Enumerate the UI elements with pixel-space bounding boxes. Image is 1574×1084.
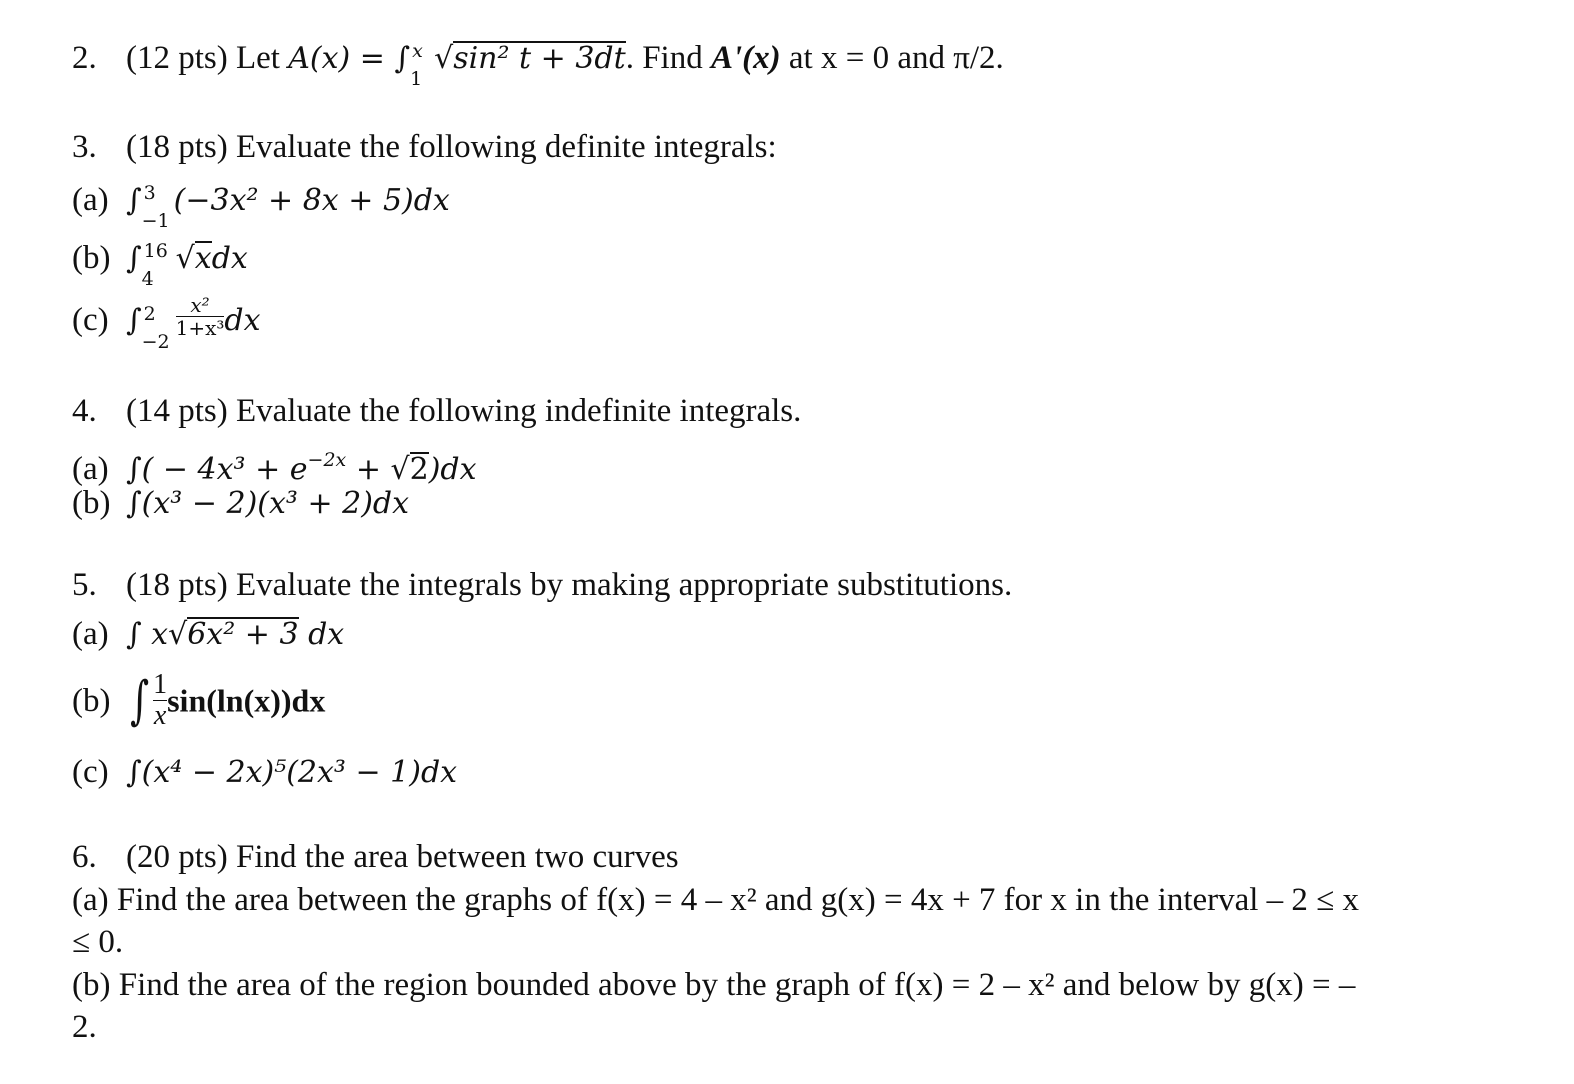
integral-limits <box>141 240 176 291</box>
problem-5c <box>72 752 457 793</box>
part-label: (a) <box>72 616 109 652</box>
integral-sign: ∫ <box>394 41 411 76</box>
fraction <box>153 670 167 731</box>
lower-limit: 1 <box>410 68 423 91</box>
sqrt-sign: √ <box>175 241 195 276</box>
lower-limit: −2 <box>141 330 170 353</box>
part-label: (b) <box>72 485 111 521</box>
problem-4-title: (14 pts) Evaluate the following indefinite integrals. <box>126 393 802 429</box>
problem-4b <box>72 483 409 524</box>
integral-sign: ∫ <box>126 183 142 218</box>
part-label: (b) <box>72 240 111 276</box>
fraction <box>176 294 225 339</box>
sqrt-sign: √ <box>390 452 410 487</box>
integral-sign: ∫ <box>126 303 142 339</box>
part-label: (c) <box>72 302 109 339</box>
integral-sign: ∫ <box>126 241 142 276</box>
problem-6b-line2: 2. <box>72 1009 97 1045</box>
numerator: 1 <box>153 669 168 700</box>
upper-limit: x <box>412 40 423 63</box>
integral-sign: ∫ <box>130 670 150 731</box>
part-label: (c) <box>72 754 109 790</box>
radicand: x <box>194 241 212 276</box>
lower-limit: 4 <box>141 268 154 291</box>
problem-number: 3. <box>72 129 97 165</box>
integral-limits <box>141 182 170 233</box>
denominator: 1+x³ <box>175 316 225 340</box>
problem-5-header <box>72 565 1012 605</box>
upper-limit: 2 <box>143 302 156 325</box>
lower-limit: −1 <box>141 210 170 233</box>
radicand: 6x² + 3 <box>187 617 299 652</box>
problem-6a-line2: ≤ 0. <box>72 924 124 960</box>
sqrt-sign: √ <box>434 41 454 76</box>
problem-3b <box>72 238 248 291</box>
integrand-start: ∫( − 4x³ + e <box>126 452 308 487</box>
problem-6a-line1: (a) Find the area between the graphs of f(x) = 4 – x² and g(x) = 4x + 7 for x in the interval – 2 ≤ x <box>72 882 1360 918</box>
problem-number: 4. <box>72 393 97 429</box>
problem-number: 5. <box>72 567 97 603</box>
problem-5a <box>72 614 344 655</box>
problem-number: 2. <box>72 40 97 76</box>
problem-6-title: (20 pts) Find the area between two curves <box>126 839 679 875</box>
upper-limit: 16 <box>143 240 168 263</box>
denominator: x <box>153 700 167 731</box>
problem-5b <box>72 670 325 746</box>
differential: )dx <box>428 452 477 487</box>
a-of-x: A(x) = <box>288 41 395 76</box>
problem-number: 6. <box>72 839 97 875</box>
problem-2-suffix: at x = 0 and π/2. <box>780 40 1004 76</box>
problem-4-header <box>72 391 801 431</box>
problem-2-prefix: (12 pts) Let <box>126 40 289 76</box>
sqrt-sign: √ <box>168 617 188 652</box>
problem-3a <box>72 180 450 233</box>
radicand: 2 <box>409 452 429 487</box>
upper-limit: 3 <box>143 182 156 205</box>
numerator: x² <box>176 294 225 317</box>
part-label: (b) <box>72 682 111 719</box>
problem-2 <box>72 38 1004 91</box>
integrand: (−3x² + 8x + 5)dx <box>173 183 450 218</box>
radicand: sin² t + 3dt <box>453 41 626 76</box>
problem-5-title: (18 pts) Evaluate the integrals by making appropriate substitutions. <box>126 567 1013 603</box>
problem-6-header <box>72 837 679 877</box>
problem-3-title: (18 pts) Evaluate the following definite integrals: <box>126 129 777 165</box>
exponent: −2x <box>307 449 347 471</box>
plus: + <box>346 452 391 487</box>
integral-limits <box>141 302 176 353</box>
a-prime: A'(x) <box>710 40 781 76</box>
integral-limits <box>410 40 434 91</box>
problem-6b-line1: (b) Find the area of the region bounded above by the graph of f(x) = 2 – x² and below by g(x) = – <box>72 967 1356 1003</box>
integrand: ∫(x³ − 2)(x³ + 2)dx <box>126 486 410 521</box>
integrand: sin(ln(x))dx <box>167 682 326 719</box>
differential: dx <box>224 303 261 339</box>
find-text: . Find <box>625 40 711 76</box>
problem-3-header <box>72 127 777 167</box>
part-label: (a) <box>72 182 109 218</box>
problem-3c <box>72 293 261 353</box>
differential: dx <box>298 617 345 652</box>
differential: dx <box>211 241 248 276</box>
integrand: ∫(x⁴ − 2x)⁵(2x³ − 1)dx <box>126 755 458 790</box>
part-label: (a) <box>72 451 109 487</box>
integrand-start: ∫ x <box>126 617 169 652</box>
